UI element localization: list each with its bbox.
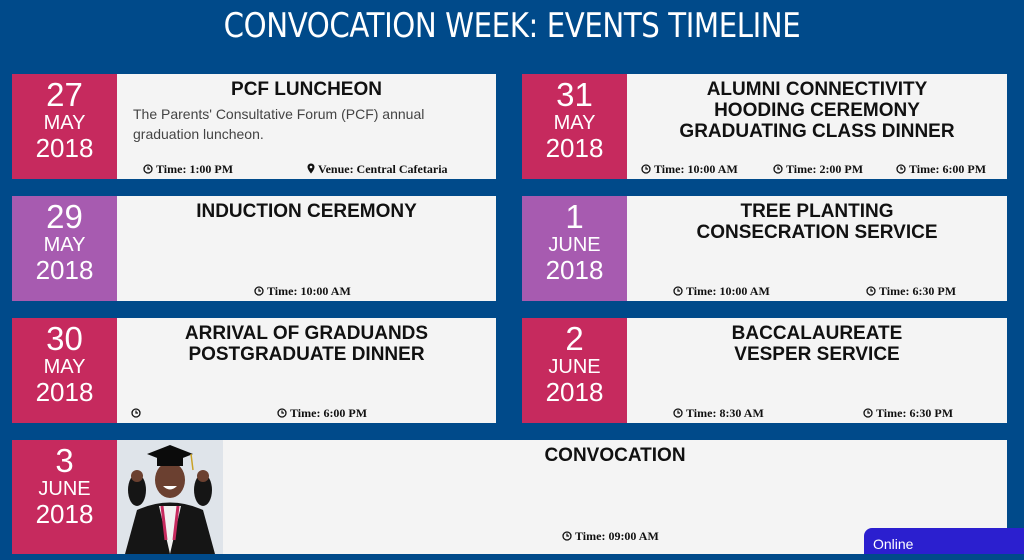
- event-title: BACCALAUREATE: [731, 323, 903, 344]
- date-day: 29: [46, 198, 83, 235]
- event-time: Time: 1:00 PM: [143, 162, 233, 177]
- event-description: The Parents' Consultative Forum (PCF) annual graduation luncheon.: [133, 106, 425, 142]
- date-block: [522, 74, 627, 179]
- event-title: PCF LUNCHEON: [231, 79, 382, 100]
- event-title: HOODING CEREMONY: [714, 100, 920, 121]
- event-card-june-2: [522, 318, 1007, 423]
- event-time: Time: 6:00 PM: [277, 406, 367, 421]
- date-day: 1: [565, 198, 584, 235]
- page-title: CONVOCATION WEEK: EVENTS TIMELINE: [223, 6, 801, 46]
- event-time: Time: 6:30 PM: [866, 284, 956, 299]
- date-month: MAY: [43, 234, 86, 256]
- date-month: JUNE: [548, 234, 601, 256]
- event-card-may-31: [522, 74, 1007, 179]
- date-year: 2018: [35, 377, 94, 407]
- date-block: [522, 318, 627, 423]
- date-month: MAY: [553, 112, 596, 134]
- date-day: 27: [46, 76, 83, 113]
- event-title: POSTGRADUATE DINNER: [188, 344, 425, 365]
- event-time: Time: 8:30 AM: [673, 406, 764, 421]
- event-title: CONVOCATION: [544, 445, 686, 466]
- clock-icon: [143, 164, 153, 174]
- date-month: MAY: [43, 356, 86, 378]
- clock-icon: [896, 164, 906, 174]
- date-month: MAY: [43, 112, 86, 134]
- clock-icon: [562, 531, 572, 541]
- event-time: Time: 6:00 PM: [896, 162, 986, 177]
- event-title: ARRIVAL OF GRADUANDS: [184, 323, 429, 344]
- date-month: JUNE: [38, 478, 91, 500]
- clock-icon: [641, 164, 651, 174]
- event-title: CONSECRATION SERVICE: [696, 222, 938, 243]
- graduate-image: [117, 440, 223, 554]
- date-block: [12, 440, 117, 554]
- event-card-may-29: [12, 196, 496, 301]
- date-block: [12, 196, 117, 301]
- date-year: 2018: [545, 255, 604, 285]
- event-time: Time: 2:00 PM: [773, 162, 863, 177]
- clock-icon: [254, 286, 264, 296]
- clock-icon: [673, 408, 683, 418]
- date-block: [12, 318, 117, 423]
- clock-icon: [277, 408, 287, 418]
- clock-icon: [863, 408, 873, 418]
- date-year: 2018: [35, 499, 94, 529]
- event-card-june-1: [522, 196, 1007, 301]
- date-day: 30: [46, 320, 83, 357]
- clock-icon: [773, 164, 783, 174]
- date-day: 31: [556, 76, 593, 113]
- event-card-may-30: [12, 318, 496, 423]
- event-title: VESPER SERVICE: [734, 344, 900, 365]
- event-time: Time: 6:30 PM: [863, 406, 953, 421]
- clock-icon: [866, 286, 876, 296]
- date-day: 2: [565, 320, 584, 357]
- date-day: 3: [55, 442, 74, 479]
- date-year: 2018: [35, 255, 94, 285]
- date-year: 2018: [35, 133, 94, 163]
- map-marker-icon: [307, 163, 315, 174]
- date-year: 2018: [545, 133, 604, 163]
- online-chat-widget[interactable]: Online: [864, 528, 1024, 554]
- event-card-june-3: [12, 440, 1007, 554]
- event-time: Time: 10:00 AM: [641, 162, 738, 177]
- graduate-photo: [117, 440, 223, 554]
- clock-icon: [131, 408, 141, 418]
- event-venue: Venue: Central Cafetaria: [307, 162, 448, 177]
- event-title: TREE PLANTING: [740, 201, 894, 222]
- event-time: Time: 10:00 AM: [254, 284, 351, 299]
- event-time-empty: [131, 406, 144, 421]
- event-time: Time: 09:00 AM: [562, 529, 659, 544]
- date-year: 2018: [545, 377, 604, 407]
- event-title: ALUMNI CONNECTIVITY: [706, 79, 928, 100]
- event-title: INDUCTION CEREMONY: [196, 201, 417, 222]
- event-title: GRADUATING CLASS DINNER: [679, 121, 955, 142]
- date-block: [522, 196, 627, 301]
- date-block: [12, 74, 117, 179]
- date-month: JUNE: [548, 356, 601, 378]
- event-time: Time: 10:00 AM: [673, 284, 770, 299]
- event-card-may-27: [12, 74, 496, 179]
- clock-icon: [673, 286, 683, 296]
